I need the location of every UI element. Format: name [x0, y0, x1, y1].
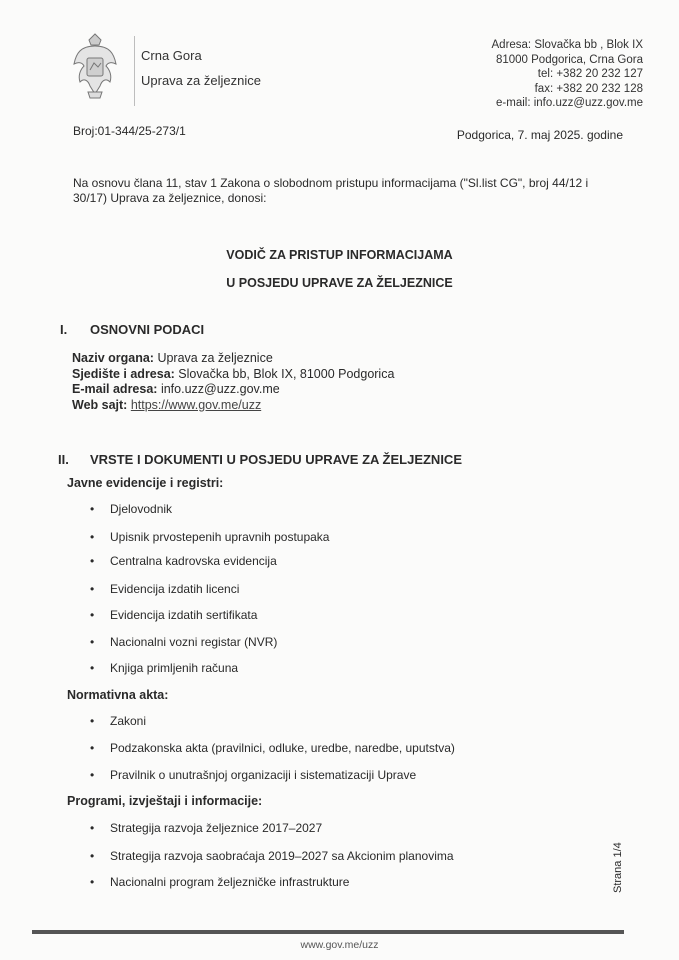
list-item: • Podzakonska akta (pravilnici, odluke, uredbe, naredbe, uputstva) — [90, 741, 455, 755]
country-name: Crna Gora — [141, 48, 202, 63]
bullet-icon: • — [90, 530, 95, 544]
address-line: Adresa: Slovačka bb , Blok IX — [491, 39, 643, 51]
group-heading-registers: Javne evidencije i registri: — [67, 476, 224, 490]
info-row-email — [72, 382, 394, 398]
phone-line: tel: +382 20 232 127 — [537, 68, 643, 80]
info-label: Web sajt: — [72, 397, 128, 412]
list-item: • Evidencija izdatih sertifikata — [90, 608, 258, 622]
intro-paragraph: Na osnovu člana 11, stav 1 Zakona o slobodnom pristupu informacijama ("Sl.list CG", broj 44/12 i 30/17) Uprava za željeznice, donosi: — [73, 176, 589, 205]
group-heading-programs-reports: Programi, izvještaji i informacije: — [67, 794, 263, 808]
bullet-icon: • — [90, 554, 95, 568]
header-divider — [134, 36, 135, 106]
bullet-icon: • — [90, 849, 95, 863]
organization-name — [141, 43, 261, 93]
info-value: Slovačka bb, Blok IX, 81000 Podgorica — [174, 366, 395, 381]
document-title-line1: VODIČ ZA PRISTUP INFORMACIJAMA — [226, 248, 453, 262]
info-row-naziv — [72, 351, 394, 367]
bullet-icon: • — [90, 608, 95, 622]
bullet-icon: • — [90, 821, 95, 835]
info-value: info.uzz@uzz.gov.me — [157, 382, 280, 396]
list-item: • Knjiga primljenih računa — [90, 661, 239, 675]
basic-info-block — [72, 351, 394, 413]
bullet-icon: • — [90, 502, 95, 516]
list-item: • Strategija razvoja saobraćaja 2019–2027 sa Akcionim planovima — [90, 849, 454, 863]
list-item: • Nacionalni vozni registar (NVR) — [90, 635, 278, 649]
list-item: • Pravilnik o unutrašnjoj organizaciji i sistematizaciji Uprave — [90, 768, 417, 782]
group-heading-normative-acts: Normativna akta: — [67, 688, 169, 702]
reference-number: Broj:01-344/25-273/1 — [73, 124, 186, 138]
bullet-icon: • — [90, 875, 95, 889]
email-line: e-mail: info.uzz@uzz.gov.me — [496, 97, 643, 109]
list-item: • Upisnik prvostepenih upravnih postupaka — [90, 530, 330, 544]
info-row-web — [72, 398, 394, 414]
list-item: • Nacionalni program željezničke infrastrukture — [90, 875, 350, 889]
city-line: 81000 Podgorica, Crna Gora — [495, 53, 643, 66]
section-2-title: VRSTE I DOKUMENTI U POSJEDU UPRAVE ZA ŽELJEZNICE — [90, 452, 462, 467]
document-date: Podgorica, 7. maj 2025. godine — [456, 128, 623, 142]
website-link[interactable]: https://www.gov.me/uzz — [130, 397, 262, 412]
agency-name: Uprava za željeznice — [141, 73, 261, 88]
bullet-icon: • — [90, 661, 95, 675]
info-row-sjediste — [72, 367, 394, 383]
contact-address-block — [492, 38, 644, 111]
footer-url: www.gov.me/uzz — [300, 939, 379, 951]
list-item: • Djelovodnik — [90, 502, 173, 516]
info-label: Sjedište i adresa: — [72, 366, 175, 381]
page-number: Strana 1/4 — [612, 842, 624, 893]
document-title-line2: U POSJEDU UPRAVE ZA ŽELJEZNICE — [226, 276, 453, 290]
list-item: • Zakoni — [90, 714, 147, 728]
coat-of-arms-icon — [70, 32, 120, 102]
section-1-title: OSNOVNI PODACI — [90, 322, 205, 337]
bullet-icon: • — [90, 768, 95, 782]
list-item: • Evidencija izdatih licenci — [90, 582, 240, 596]
list-item: • Centralna kadrovska evidencija — [90, 554, 277, 568]
bullet-icon: • — [90, 714, 95, 728]
info-label: Naziv organa: — [72, 351, 154, 365]
section-1-number: I. — [60, 322, 68, 337]
info-value: Uprava za željeznice — [153, 351, 273, 365]
section-2-number: II. — [58, 452, 69, 467]
bullet-icon: • — [90, 582, 95, 596]
bullet-icon: • — [90, 741, 95, 755]
list-item: • Strategija razvoja željeznice 2017–2027 — [90, 821, 323, 835]
bullet-icon: • — [90, 635, 95, 649]
fax-line: fax: +382 20 232 128 — [534, 82, 643, 95]
footer-rule — [32, 930, 624, 934]
info-label: E-mail adresa: — [72, 382, 158, 396]
